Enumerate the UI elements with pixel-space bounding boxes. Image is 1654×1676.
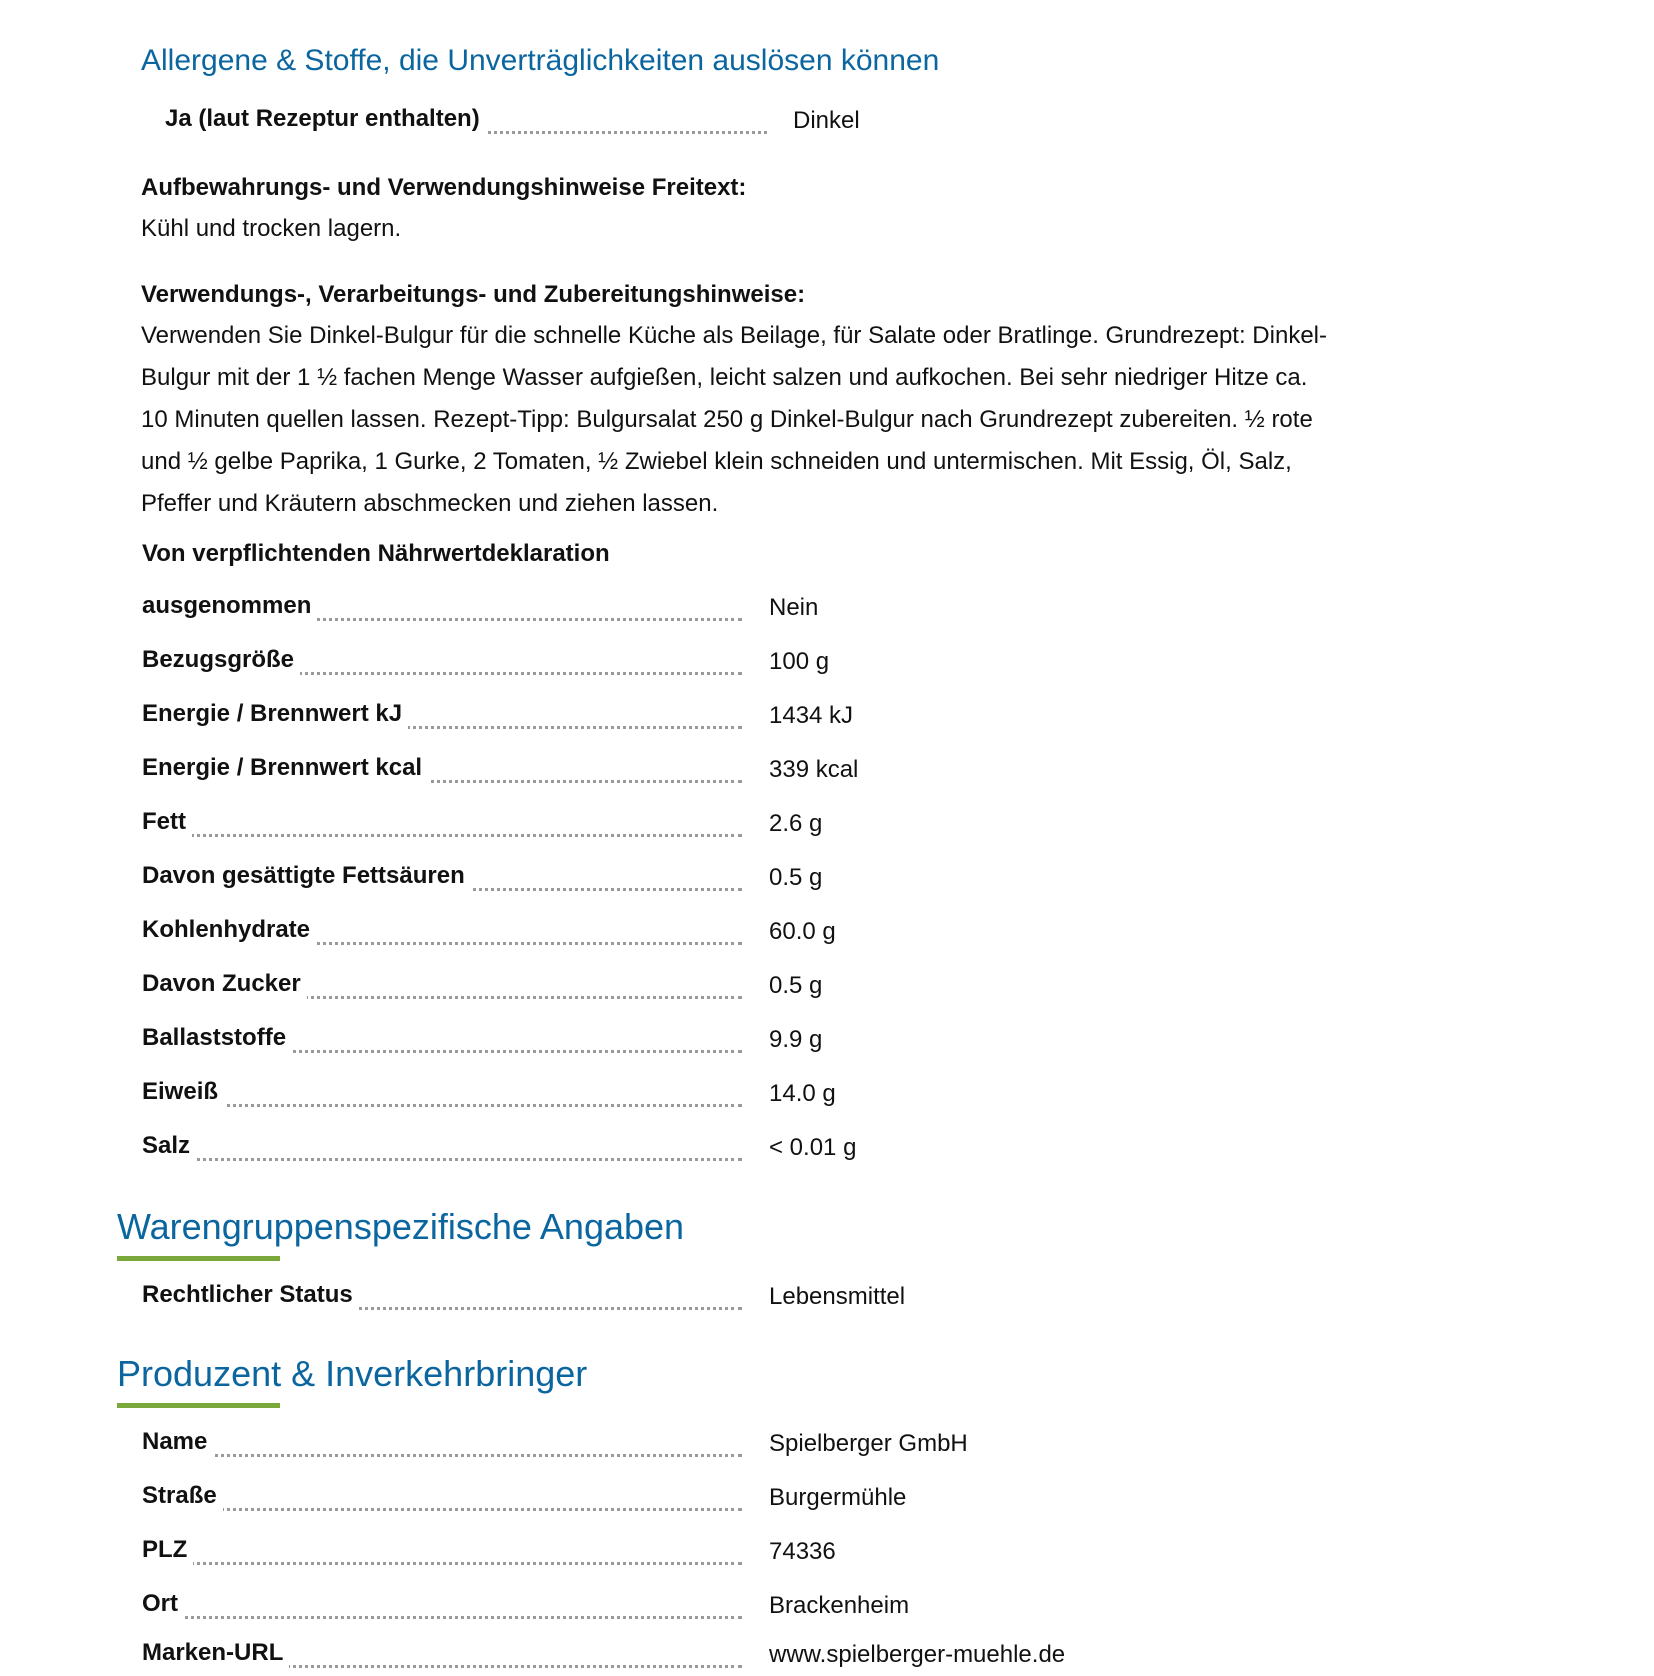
usage-line: Bulgur mit der 1 ½ fachen Menge Wasser aufgießen, leicht salzen und aufkochen. Bei sehr niedriger Hitze ca. xyxy=(141,364,1308,391)
dot-leader xyxy=(142,1616,742,1619)
nutrition-label: Salz xyxy=(142,1129,196,1163)
allergen-row xyxy=(165,102,875,142)
product-group-heading: Warengruppenspezifische Angaben xyxy=(117,1206,685,1247)
nutrition-value: 14.0 g xyxy=(769,1080,836,1107)
nutrition-value: 100 g xyxy=(769,648,830,675)
dot-leader xyxy=(142,1104,742,1107)
nutrition-value: 339 kcal xyxy=(769,756,859,783)
nutrition-row xyxy=(142,643,902,683)
nutrition-value: 2.6 g xyxy=(769,810,823,837)
nutrition-row xyxy=(142,751,902,791)
nutrition-label: Eiweiß xyxy=(142,1075,224,1109)
nutrition-label: Ballaststoffe xyxy=(142,1021,292,1055)
nutrition-label: Kohlenhydrate xyxy=(142,913,316,947)
nutrition-label: Davon gesättigte Fettsäuren xyxy=(142,859,471,893)
usage-line: und ½ gelbe Paprika, 1 Gurke, 2 Tomaten, ½ Zwiebel klein schneiden und untermischen. Mit Essig, Öl, Salz, xyxy=(141,448,1292,475)
nutrition-value: 0.5 g xyxy=(769,864,823,891)
nutrition-row xyxy=(142,913,902,953)
nutrition-label: Energie / Brennwert kcal xyxy=(142,751,428,785)
allergen-contains-label: Ja (laut Rezeptur enthalten) xyxy=(165,102,486,136)
nutrition-row xyxy=(142,967,902,1007)
nutrition-row xyxy=(142,1021,902,1061)
allergen-contains-value: Dinkel xyxy=(793,107,860,134)
dot-leader xyxy=(142,1454,742,1457)
dot-leader xyxy=(142,1508,742,1511)
storage-label: Aufbewahrungs- und Verwendungshinweise Freitext: xyxy=(141,174,747,201)
allergens-heading: Allergene & Stoffe, die Unverträglichkeiten auslösen können xyxy=(141,44,940,77)
producer-value: Spielberger GmbH xyxy=(769,1430,968,1457)
nutrition-value: 9.9 g xyxy=(769,1026,823,1053)
nutrition-exempt-label: Von verpflichtenden Nährwertdeklaration xyxy=(142,540,610,567)
usage-line: Pfeffer und Kräutern abschmecken und ziehen lassen. xyxy=(141,490,719,517)
storage-text: Kühl und trocken lagern. xyxy=(141,215,402,242)
producer-row xyxy=(142,1533,902,1573)
producer-row xyxy=(142,1479,907,1519)
nutrition-value: 60.0 g xyxy=(769,918,836,945)
nutrition-value: Nein xyxy=(769,594,819,621)
dot-leader xyxy=(142,1158,742,1161)
nutrition-label: Bezugsgröße xyxy=(142,643,300,677)
producer-label: Name xyxy=(142,1425,213,1459)
producer-label: PLZ xyxy=(142,1533,193,1567)
producer-label: Marken-URL xyxy=(142,1636,289,1670)
usage-line: 10 Minuten quellen lassen. Rezept-Tipp: Bulgursalat 250 g Dinkel-Bulgur nach Grundrezept zubereiten. ½ rote xyxy=(141,406,1313,433)
nutrition-label: Davon Zucker xyxy=(142,967,307,1001)
nutrition-label: ausgenommen xyxy=(142,589,317,623)
heading-underline xyxy=(117,1403,280,1408)
product-group-label: Rechtlicher Status xyxy=(142,1278,359,1312)
producer-row xyxy=(142,1636,1066,1676)
product-group-value: Lebensmittel xyxy=(769,1283,906,1310)
producer-row xyxy=(142,1425,968,1465)
nutrition-label: Fett xyxy=(142,805,192,839)
producer-heading: Produzent & Inverkehrbringer xyxy=(117,1353,588,1394)
nutrition-row xyxy=(142,805,902,845)
product-group-row xyxy=(142,1278,906,1318)
nutrition-row xyxy=(142,697,902,737)
nutrition-row xyxy=(142,589,902,629)
producer-value: 74336 xyxy=(769,1538,836,1565)
usage-line: Verwenden Sie Dinkel-Bulgur für die schnelle Küche als Beilage, für Salate oder Bratlinge. Grundrezept: Dinkel- xyxy=(141,322,1327,349)
dot-leader xyxy=(142,1562,742,1565)
nutrition-value: 0.5 g xyxy=(769,972,823,999)
heading-underline xyxy=(117,1256,280,1261)
nutrition-value: 1434 kJ xyxy=(769,702,854,729)
producer-value: Burgermühle xyxy=(769,1484,907,1511)
usage-label: Verwendungs-, Verarbeitungs- und Zubereitungshinweise: xyxy=(141,281,806,308)
nutrition-row xyxy=(142,859,902,899)
dot-leader xyxy=(142,834,742,837)
nutrition-label: Energie / Brennwert kJ xyxy=(142,697,408,731)
producer-row xyxy=(142,1587,910,1627)
nutrition-row xyxy=(142,1075,902,1115)
producer-value: www.spielberger-muehle.de xyxy=(769,1641,1066,1668)
nutrition-value: < 0.01 g xyxy=(769,1134,857,1161)
producer-value: Brackenheim xyxy=(769,1592,910,1619)
nutrition-row xyxy=(142,1129,902,1169)
usage-text xyxy=(141,315,1421,525)
producer-label: Straße xyxy=(142,1479,223,1513)
producer-label: Ort xyxy=(142,1587,184,1621)
